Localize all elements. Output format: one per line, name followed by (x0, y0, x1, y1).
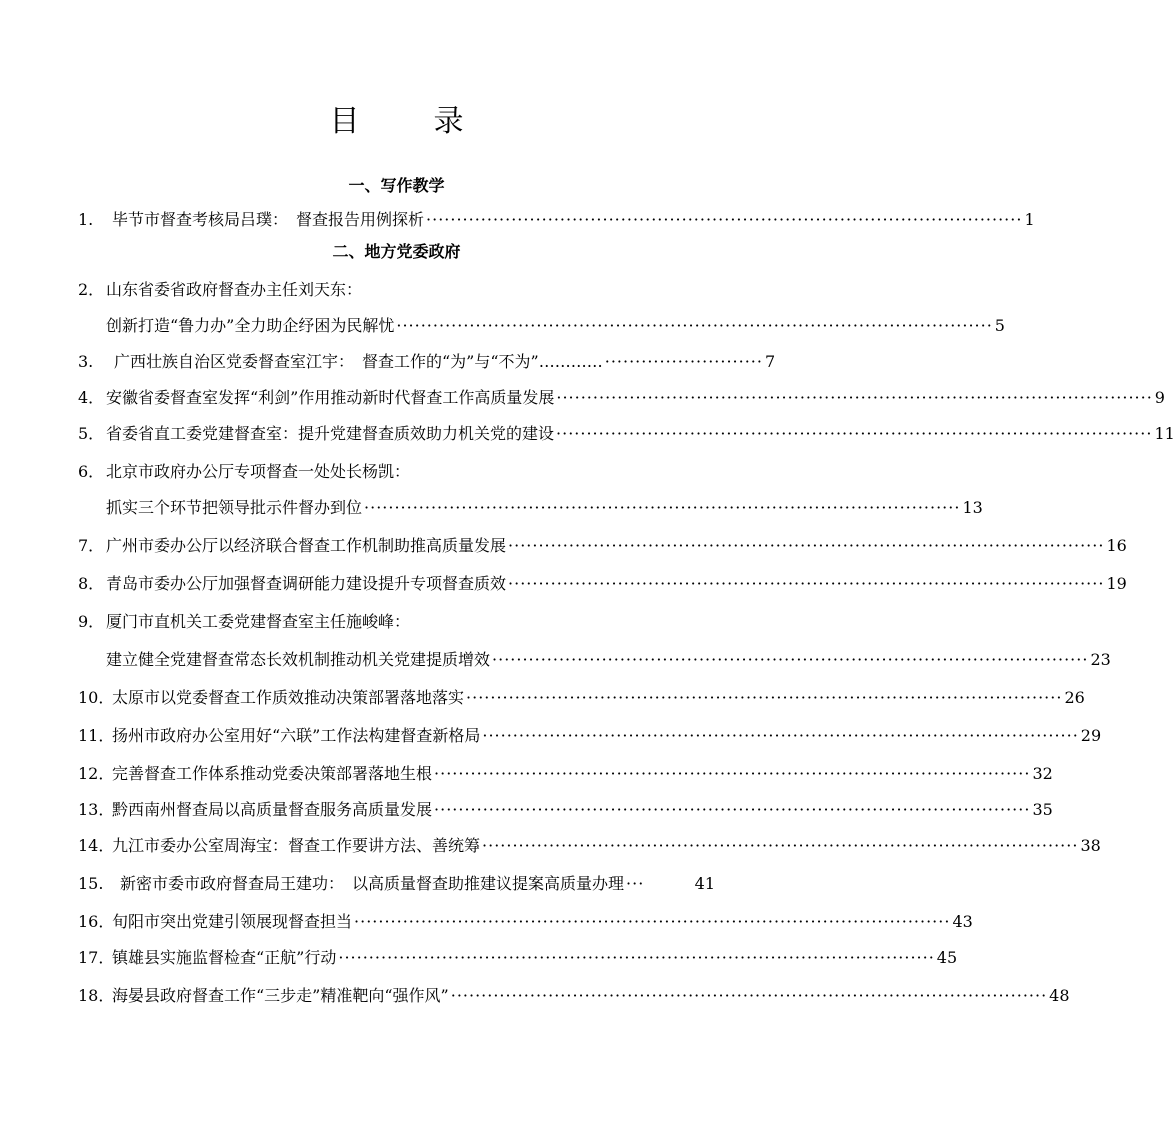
leader-dots: ·································································································· (492, 650, 1089, 669)
leader-dots: ·································································································· (466, 688, 1063, 707)
entry-page: 41 (694, 874, 715, 893)
entry-number: 1. (78, 210, 94, 229)
entry-page: 32 (1032, 764, 1053, 783)
leader-dots: ·································································································· (434, 800, 1031, 819)
entry-page: 48 (1049, 986, 1070, 1005)
entry-page: 26 (1064, 688, 1085, 707)
entry-title: 扬州市政府办公室用好“六联”工作法构建督查新格局 (112, 726, 481, 745)
entry-page: 29 (1080, 726, 1102, 745)
section-heading-1: 一、写作教学 (348, 176, 445, 195)
toc-entry-8[interactable] (0, 570, 1127, 598)
toc-entry-9-continued[interactable] (0, 646, 1111, 674)
entry-number: 4． (78, 388, 105, 407)
entry-number: 11． (78, 726, 115, 745)
toc-entry-2-continued[interactable] (0, 312, 1005, 340)
entry-title: 新密市委市政府督查局王建功： 以高质量督查助推建议提案高质量办理 (120, 874, 625, 893)
entry-title: 建立健全党建督查常态长效机制推动机关党建提质增效 (106, 650, 491, 669)
entry-page: 35 (1032, 800, 1053, 819)
entry-title: 青岛市委办公厅加强督查调研能力建设提升专项督查质效 (106, 574, 507, 593)
entry-title: 创新打造“鲁力办”全力助企纾困为民解忧 (106, 316, 395, 335)
toc-entry-12[interactable] (0, 760, 1053, 788)
entry-title: 北京市政府办公厅专项督查一处处长杨凯： (106, 462, 411, 481)
toc-entry-16[interactable] (0, 908, 973, 936)
entry-page: 38 (1080, 836, 1101, 855)
entry-number: 8． (78, 574, 105, 593)
leader-dots: ·································································································· (396, 316, 993, 335)
toc-entry-13[interactable] (0, 796, 1053, 824)
toc-entry-15[interactable] (0, 870, 793, 898)
entry-title: 海晏县政府督查工作“三步走”精准靶向“强作风” (112, 986, 449, 1005)
entry-title: 完善督查工作体系推动党委决策部署落地生根 (112, 764, 433, 783)
entry-title: 旬阳市突出党建引领展现督查担当 (112, 912, 353, 931)
entry-number: 2． (78, 280, 105, 299)
toc-entry-2[interactable] (0, 276, 793, 304)
leader-dots: ·························· (604, 352, 763, 371)
entry-title: 厦门市直机关工委党建督查室主任施峻峰： (106, 612, 411, 631)
entry-title: 毕节市督查考核局吕璞： 督查报告用例探析 (112, 210, 425, 229)
toc-entry-17[interactable] (0, 944, 958, 972)
toc-entry-11[interactable] (0, 722, 1102, 750)
toc-entry-14[interactable] (0, 832, 1101, 860)
leader-dots: ·································································································· (556, 388, 1153, 407)
entry-page: 23 (1090, 650, 1111, 669)
entry-title: 抓实三个环节把领导批示件督办到位 (106, 498, 363, 517)
entry-title: 安徽省委督查室发挥“利剑”作用推动新时代督查工作高质量发展 (106, 388, 555, 407)
toc-entry-10[interactable] (0, 684, 1085, 712)
leader-dots: ·································································································· (482, 836, 1079, 855)
entry-page: 43 (952, 912, 973, 931)
entry-page: 9 (1154, 388, 1165, 407)
leader-dots: ·································································································· (508, 536, 1105, 555)
entry-title: 广州市委办公厅以经济联合督查工作机制助推高质量发展 (106, 536, 507, 555)
entry-number: 16． (78, 912, 115, 931)
entry-page: 13 (962, 498, 983, 517)
leader-dots: ·································································································· (364, 498, 961, 517)
toc-entry-6-continued[interactable] (0, 494, 983, 522)
entry-number: 5． (78, 424, 105, 443)
entry-number: 18． (78, 986, 115, 1005)
entry-number: 9． (78, 612, 105, 631)
leader-dots: ·································································································· (434, 764, 1031, 783)
toc-entry-5[interactable] (0, 420, 1175, 448)
entry-title: 山东省委省政府督查办主任刘天东： (106, 280, 363, 299)
toc-entry-4[interactable] (0, 384, 1165, 412)
toc-entry-9[interactable] (0, 608, 793, 636)
entry-page: 7 (764, 352, 776, 371)
entry-number: 14． (78, 836, 115, 855)
entry-title: 省委省直工委党建督查室：提升党建督查质效助力机关党的建设 (106, 424, 555, 443)
toc-entry-3[interactable] (0, 348, 793, 376)
entry-title: 镇雄县实施监督检查“正航”行动 (112, 948, 337, 967)
toc-entry-7[interactable] (0, 532, 1127, 560)
entry-page: 1 (1024, 210, 1035, 229)
entry-number: 10． (78, 688, 115, 707)
entry-number: 7． (78, 536, 105, 555)
leader-dots: ·································································································· (450, 986, 1048, 1005)
toc-entry-1[interactable] (0, 206, 1035, 234)
leader-dots: ·································································································· (556, 424, 1153, 443)
toc-entry-18[interactable] (0, 982, 1070, 1010)
page-title: 目 录 (329, 104, 486, 139)
entry-number: 6． (78, 462, 105, 481)
entry-title: 太原市以党委督查工作质效推动决策部署落地落实 (112, 688, 465, 707)
toc-entry-6[interactable] (0, 458, 793, 486)
entry-number: 3. (78, 352, 94, 371)
entry-number: 13． (78, 800, 115, 819)
entry-number: 17． (78, 948, 115, 967)
entry-page: 19 (1106, 574, 1127, 593)
leader-dots: ·································································································· (482, 726, 1079, 745)
leader-dots: ·································································································· (354, 912, 951, 931)
leader-dots: ·································································································· (508, 574, 1105, 593)
entry-page: 16 (1106, 536, 1127, 555)
entry-number: 12． (78, 764, 115, 783)
entry-page: 5 (994, 316, 1005, 335)
leader-dots: ·································································································· (426, 210, 1023, 229)
entry-title: 黔西南州督查局以高质量督查服务高质量发展 (112, 800, 433, 819)
section-heading-2: 二、地方党委政府 (332, 242, 461, 261)
entry-number: 15. (78, 874, 104, 893)
leader-dots: ··· (626, 874, 645, 893)
entry-page: 11 (1154, 424, 1175, 443)
entry-title: 广西壮族自治区党委督查室江宇： 督查工作的“为”与“不为”………… (114, 352, 603, 371)
leader-dots: ·································································································· (338, 948, 935, 967)
entry-page: 45 (936, 948, 958, 967)
entry-title: 九江市委办公室周海宝：督查工作要讲方法、善统筹 (112, 836, 481, 855)
